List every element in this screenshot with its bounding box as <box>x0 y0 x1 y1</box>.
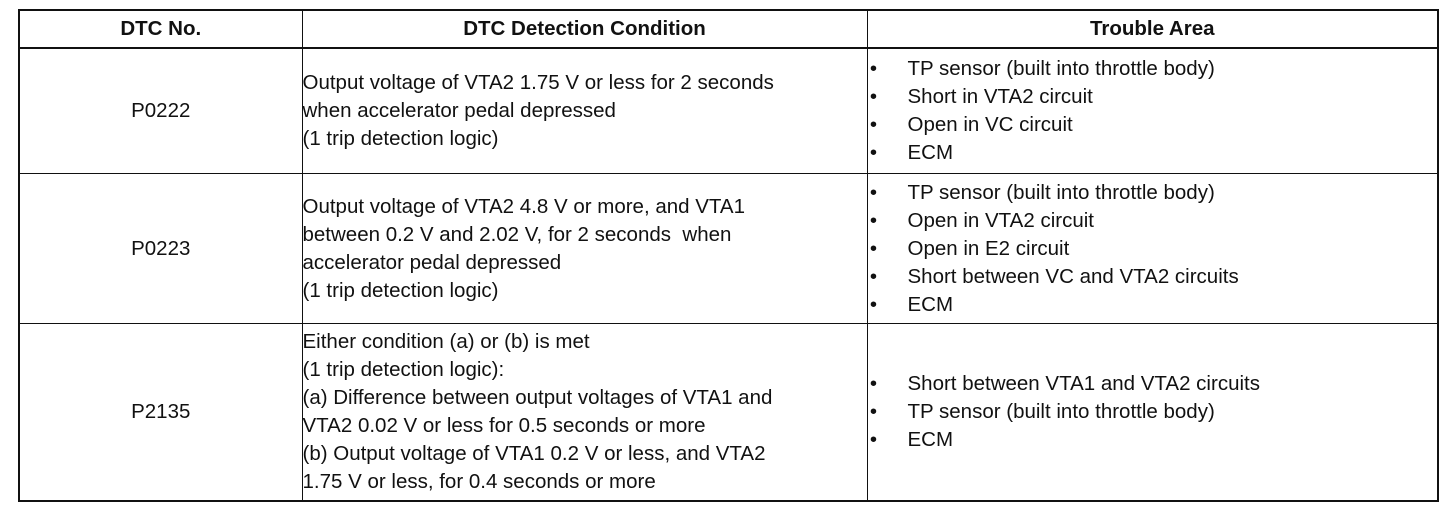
trouble-area-cell <box>867 48 1438 174</box>
bullet-icon: • <box>869 180 878 204</box>
condition-line: accelerator pedal depressed <box>302 250 562 274</box>
dtc-code-cell <box>19 324 302 502</box>
condition-cell <box>302 324 867 502</box>
list-item <box>868 55 1438 83</box>
condition-line: between 0.2 V and 2.02 V, for 2 seconds when <box>302 222 732 246</box>
trouble-area-text: ECM <box>907 141 954 164</box>
list-item <box>868 235 1438 263</box>
trouble-area-text: Open in VC circuit <box>907 113 1073 136</box>
trouble-area-cell <box>867 174 1438 324</box>
trouble-area-list <box>868 55 1438 167</box>
condition-line: (1 trip detection logic) <box>302 127 499 150</box>
header-dtc-no: DTC No. <box>19 10 302 48</box>
table-row <box>19 324 1438 502</box>
bullet-icon: • <box>869 400 878 423</box>
bullet-icon: • <box>869 85 878 108</box>
list-item <box>868 426 1438 454</box>
trouble-area-text: Open in E2 circuit <box>907 236 1070 260</box>
trouble-area-text: Short between VC and VTA2 circuits <box>907 264 1239 288</box>
bullet-icon: • <box>869 141 878 164</box>
trouble-area-text: Short between VTA1 and VTA2 circuits <box>907 372 1260 395</box>
header-trouble-area: Trouble Area <box>867 10 1438 48</box>
list-item <box>868 207 1438 235</box>
condition-cell <box>302 174 867 324</box>
list-item <box>868 291 1438 319</box>
table-header-row <box>19 10 1438 48</box>
bullet-icon: • <box>869 428 878 451</box>
trouble-area-cell <box>867 324 1438 502</box>
trouble-area-list <box>868 179 1438 319</box>
trouble-area-text: TP sensor (built into throttle body) <box>907 57 1215 80</box>
list-item <box>868 111 1438 139</box>
condition-line: Output voltage of VTA2 4.8 V or more, and VTA1 <box>302 194 746 218</box>
condition-cell <box>302 48 867 174</box>
list-item <box>868 398 1438 426</box>
bullet-icon: • <box>869 236 878 260</box>
dtc-code: P0223 <box>131 236 191 260</box>
bullet-icon: • <box>869 113 878 136</box>
dtc-code: P0222 <box>131 99 191 122</box>
table-row <box>19 48 1438 174</box>
condition-line: (b) Output voltage of VTA1 0.2 V or less, and VTA2 <box>302 442 766 465</box>
list-item <box>868 83 1438 111</box>
condition-line: (1 trip detection logic) <box>302 278 499 302</box>
condition-line: 1.75 V or less, for 0.4 seconds or more <box>302 470 656 493</box>
trouble-area-list <box>868 370 1438 454</box>
condition-line: (1 trip detection logic): <box>302 358 505 381</box>
trouble-area-text: Open in VTA2 circuit <box>907 208 1094 232</box>
trouble-area-text: TP sensor (built into throttle body) <box>907 400 1215 423</box>
trouble-area-text: ECM <box>907 292 954 316</box>
dtc-table <box>18 9 1439 502</box>
dtc-code-cell <box>19 174 302 324</box>
trouble-area-text: TP sensor (built into throttle body) <box>907 180 1215 204</box>
condition-line: (a) Difference between output voltages of VTA1 and <box>302 386 773 409</box>
list-item <box>868 139 1438 167</box>
bullet-icon: • <box>869 57 878 80</box>
condition-line: Output voltage of VTA2 1.75 V or less for 2 seconds <box>302 71 774 94</box>
dtc-code-cell <box>19 48 302 174</box>
table-row <box>19 174 1438 324</box>
list-item <box>868 370 1438 398</box>
dtc-code: P2135 <box>131 400 191 423</box>
trouble-area-text: ECM <box>907 428 954 451</box>
bullet-icon: • <box>869 264 878 288</box>
list-item <box>868 263 1438 291</box>
trouble-area-text: Short in VTA2 circuit <box>907 85 1093 108</box>
bullet-icon: • <box>869 208 878 232</box>
header-detection-condition: DTC Detection Condition <box>302 10 867 48</box>
condition-line: when accelerator pedal depressed <box>302 99 616 122</box>
bullet-icon: • <box>869 372 878 395</box>
condition-line: VTA2 0.02 V or less for 0.5 seconds or more <box>302 414 706 437</box>
list-item <box>868 179 1438 207</box>
bullet-icon: • <box>869 292 878 316</box>
condition-line: Either condition (a) or (b) is met <box>302 330 590 353</box>
